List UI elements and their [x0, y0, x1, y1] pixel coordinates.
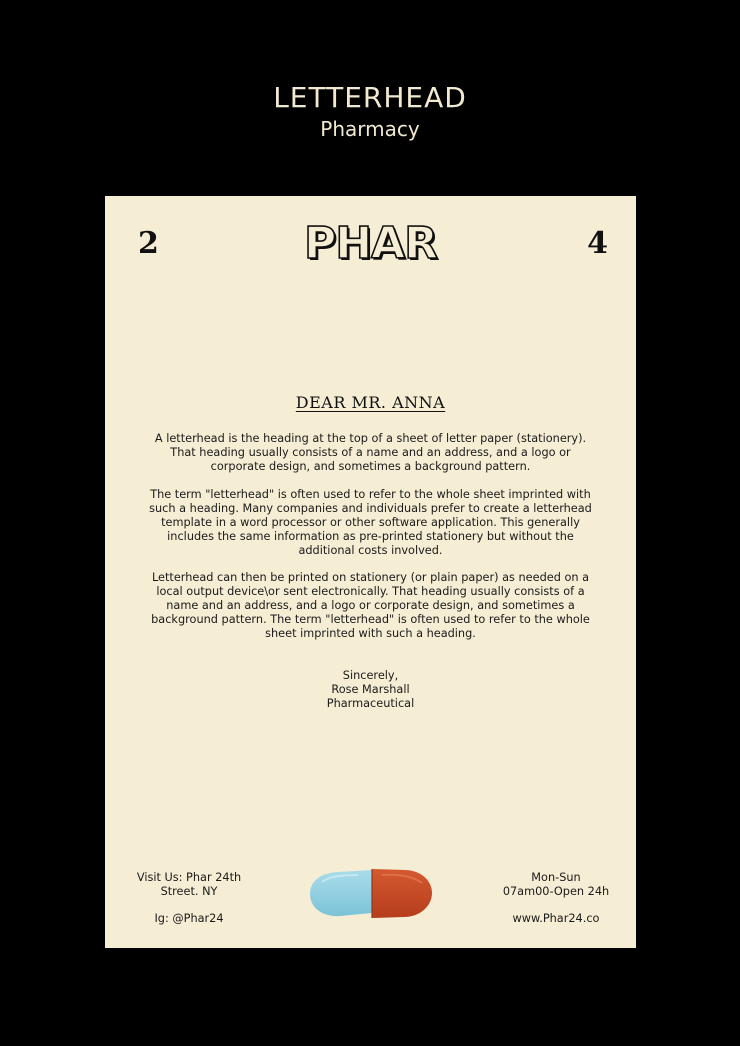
- letter-body: [145, 432, 596, 655]
- hours-days: Mon-Sun: [531, 871, 581, 884]
- signer-title: Pharmaceutical: [326, 697, 415, 710]
- address-line-1: Visit Us: Phar 24th: [136, 871, 242, 884]
- page-subtitle: Pharmacy: [320, 117, 420, 141]
- paragraph-2: The term "letterhead" is often used to refer to the whole sheet imprinted with such a heading. Many companies and individuals prefer to create a letterhead template in a word processor or other software application. This generally includes the same information as pre-printed stationery but without the additional costs involved.: [149, 487, 592, 557]
- hours-time: 07am00-Open 24h: [502, 885, 610, 898]
- paragraph-1: A letterhead is the heading at the top of a sheet of letter paper (stationery). That heading usually consists of a name and an address, and a logo or corporate design, and sometimes a background pattern.: [154, 432, 587, 473]
- signoff: [105, 669, 636, 711]
- right-number: 4: [587, 226, 608, 261]
- salutation-text: DEAR MR. ANNA: [295, 393, 446, 412]
- page-title: LETTERHEAD: [273, 81, 467, 114]
- brand-logo: PHAR: [303, 218, 437, 269]
- address-line-2: Street. NY: [160, 885, 218, 898]
- closing: Sincerely,: [342, 669, 399, 682]
- footer-website[interactable]: www.Phar24.co: [512, 912, 600, 925]
- left-number: 2: [138, 226, 159, 261]
- salutation: [105, 393, 636, 412]
- footer-address: [127, 871, 251, 899]
- signer-name: Rose Marshall: [331, 683, 410, 696]
- paragraph-3: Letterhead can then be printed on stationery (or plain paper) as needed on a local output device\or sent electronically. That heading usually consists of a name and an address, and a logo or corporate design, and sometimes a background pattern. The term "letterhead" is often used to refer to the whole sheet imprinted with such a heading.: [151, 571, 590, 640]
- capsule-pill-icon: [308, 866, 434, 922]
- footer-hours: [498, 871, 614, 899]
- footer-instagram[interactable]: Ig: @Phar24: [154, 912, 224, 925]
- letterhead-sheet: [105, 196, 636, 948]
